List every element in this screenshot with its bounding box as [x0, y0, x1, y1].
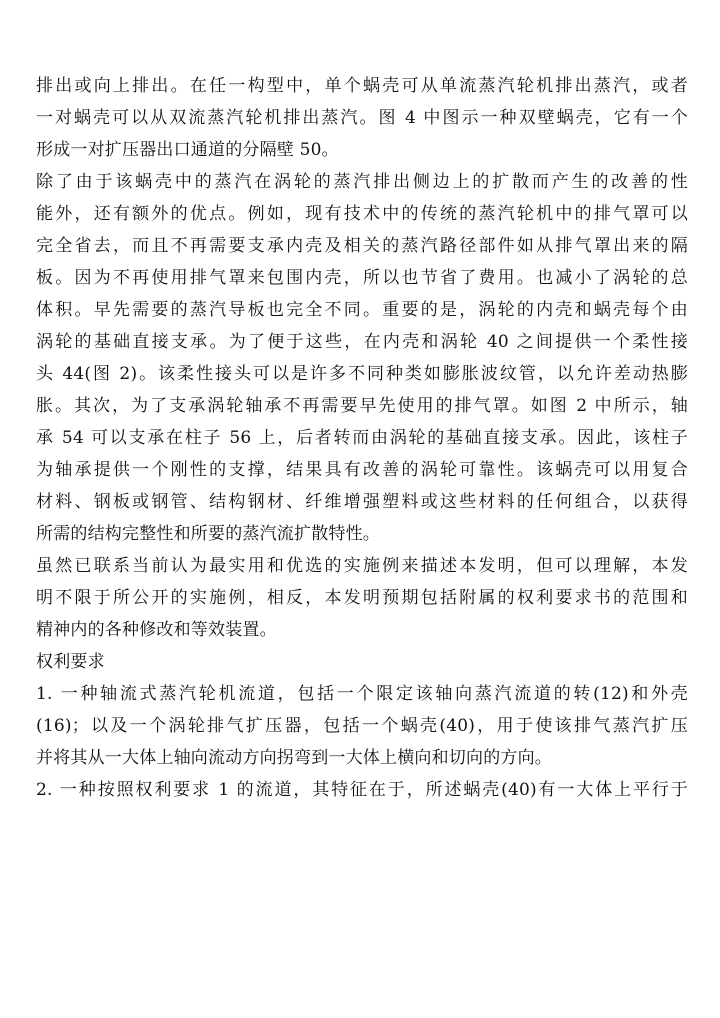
text-line: 完全省去，而且不再需要支承内壳及相关的蒸汽路径部件如从排气罩出来的隔: [36, 236, 688, 256]
paragraph-advantages: [36, 166, 688, 550]
text-line: 为轴承提供一个刚性的支撑，结果具有改善的涡轮可靠性。该蜗壳可以用复合: [36, 460, 688, 480]
text-line: 除了由于该蜗壳中的蒸汽在涡轮的蒸汽排出侧边上的扩散而产生的改善的性: [36, 172, 688, 192]
text-line: 胀。其次，为了支承涡轮轴承不再需要早先使用的排气罩。如图 2 中所示，轴: [36, 396, 688, 416]
text-line: (16)；以及一个涡轮排气扩压器，包括一个蜗壳(40)，用于使该排气蒸汽扩压: [36, 716, 688, 736]
text-line: 明不限于所公开的实施例，相反，本发明预期包括附属的权利要求书的范围和: [36, 588, 688, 608]
claim-1: [36, 678, 688, 774]
section-heading: 权利要求: [36, 652, 105, 672]
text-line: 并将其从一大体上轴向流动方向拐弯到一大体上横向和切向的方向。: [36, 748, 552, 768]
text-line: 体积。早先需要的蒸汽导板也完全不同。重要的是，涡轮的内壳和蜗壳每个由: [36, 300, 688, 320]
text-line: 形成一对扩压器出口通道的分隔壁 50。: [36, 140, 339, 160]
text-line: 头 44(图 2)。该柔性接头可以是许多不同种类如膨胀波纹管，以允许差动热膨: [36, 364, 688, 384]
text-line: 一对蜗壳可以从双流蒸汽轮机排出蒸汽。图 4 中图示一种双壁蜗壳，它有一个: [36, 108, 688, 128]
text-line: 虽然已联系当前认为最实用和优选的实施例来描述本发明，但可以理解，本发: [36, 556, 688, 576]
text-line: 承 54 可以支承在柱子 56 上，后者转而由涡轮的基础直接支承。因此，该柱子: [36, 428, 688, 448]
paragraph-exhaust-configuration: [36, 70, 688, 166]
claim-2: [36, 774, 688, 806]
text-line: 1. 一种轴流式蒸汽轮机流道，包括一个限定该轴向蒸汽流道的转(12)和外壳: [36, 684, 688, 704]
text-line: 能外，还有额外的优点。例如，现有技术中的传统的蒸汽轮机中的排气罩可以: [36, 204, 688, 224]
text-line: 所需的结构完整性和所要的蒸汽流扩散特性。: [36, 524, 380, 544]
paragraph-conclusion: [36, 550, 688, 646]
text-line: 涡轮的基础直接支承。为了便于这些，在内壳和涡轮 40 之间提供一个柔性接: [36, 332, 688, 352]
text-line: 材料、钢板或钢管、结构钢材、纤维增强塑料或这些材料的任何组合，以获得: [36, 492, 688, 512]
text-line: 精神内的各种修改和等效装置。: [36, 620, 277, 640]
text-line: 排出或向上排出。在任一构型中，单个蜗壳可从单流蒸汽轮机排出蒸汽，或者: [36, 76, 688, 96]
document-body: [36, 70, 688, 806]
claims-heading: [36, 646, 688, 678]
text-line: 2. 一种按照权利要求 1 的流道，其特征在于，所述蜗壳(40)有一大体上平行于: [36, 780, 688, 800]
text-line: 板。因为不再使用排气罩来包围内壳，所以也节省了费用。也减小了涡轮的总: [36, 268, 688, 288]
